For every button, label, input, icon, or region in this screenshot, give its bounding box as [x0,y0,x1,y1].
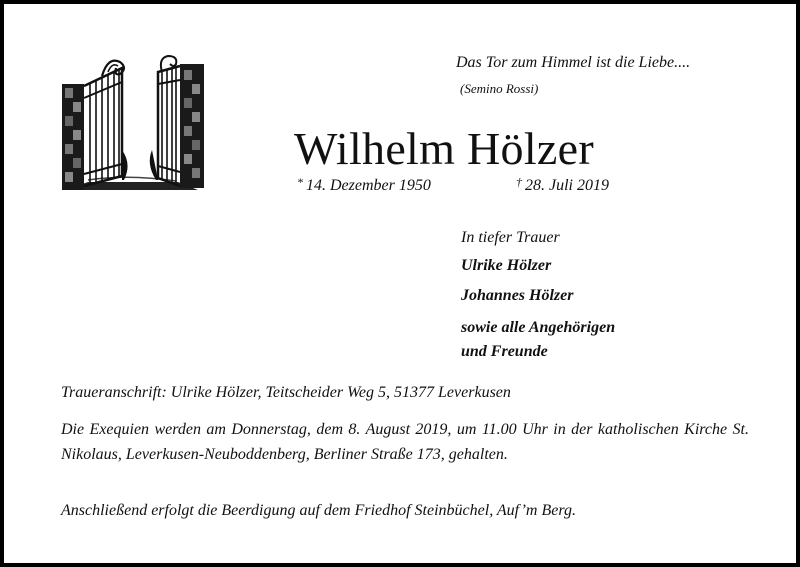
mourning-address: Traueranschrift: Ulrike Hölzer, Teitscheider Weg 5, 51377 Leverkusen [61,384,511,401]
death-line [516,175,609,195]
mourning-intro: In tiefer Trauer [461,229,560,246]
deceased-name: Wilhelm Hölzer [294,123,594,174]
friends-line: und Freunde [461,343,548,360]
death-date: 28. Juli 2019 [525,177,609,194]
death-symbol: † [516,175,522,189]
mourners-block [461,228,615,364]
mourner-name: Johannes Hölzer [461,287,574,304]
relatives-line: sowie alle Angehörigen [461,319,616,336]
open-gate-icon [58,54,208,194]
burial-text: Anschließend erfolgt die Beerdigung auf dem Friedhof Steinbüchel, Auf’m Berg. [61,502,576,519]
funeral-service-text: Die Exequien werden am Donnerstag, dem 8. August 2019, um 11.00 Uhr in der katholischen Kirche St. Nikolaus, Leverkusen-Neuboddenberg, Berliner Straße 173, gehalten. [61,421,749,463]
epigraph-source: (Semino Rossi) [460,81,539,96]
birth-line [297,175,431,195]
epigraph-quote: Das Tor zum Himmel ist die Liebe.... [456,54,691,71]
birth-symbol: * [297,175,303,189]
birth-date: 14. Dezember 1950 [306,177,431,194]
mourner-name: Ulrike Hölzer [461,257,552,274]
